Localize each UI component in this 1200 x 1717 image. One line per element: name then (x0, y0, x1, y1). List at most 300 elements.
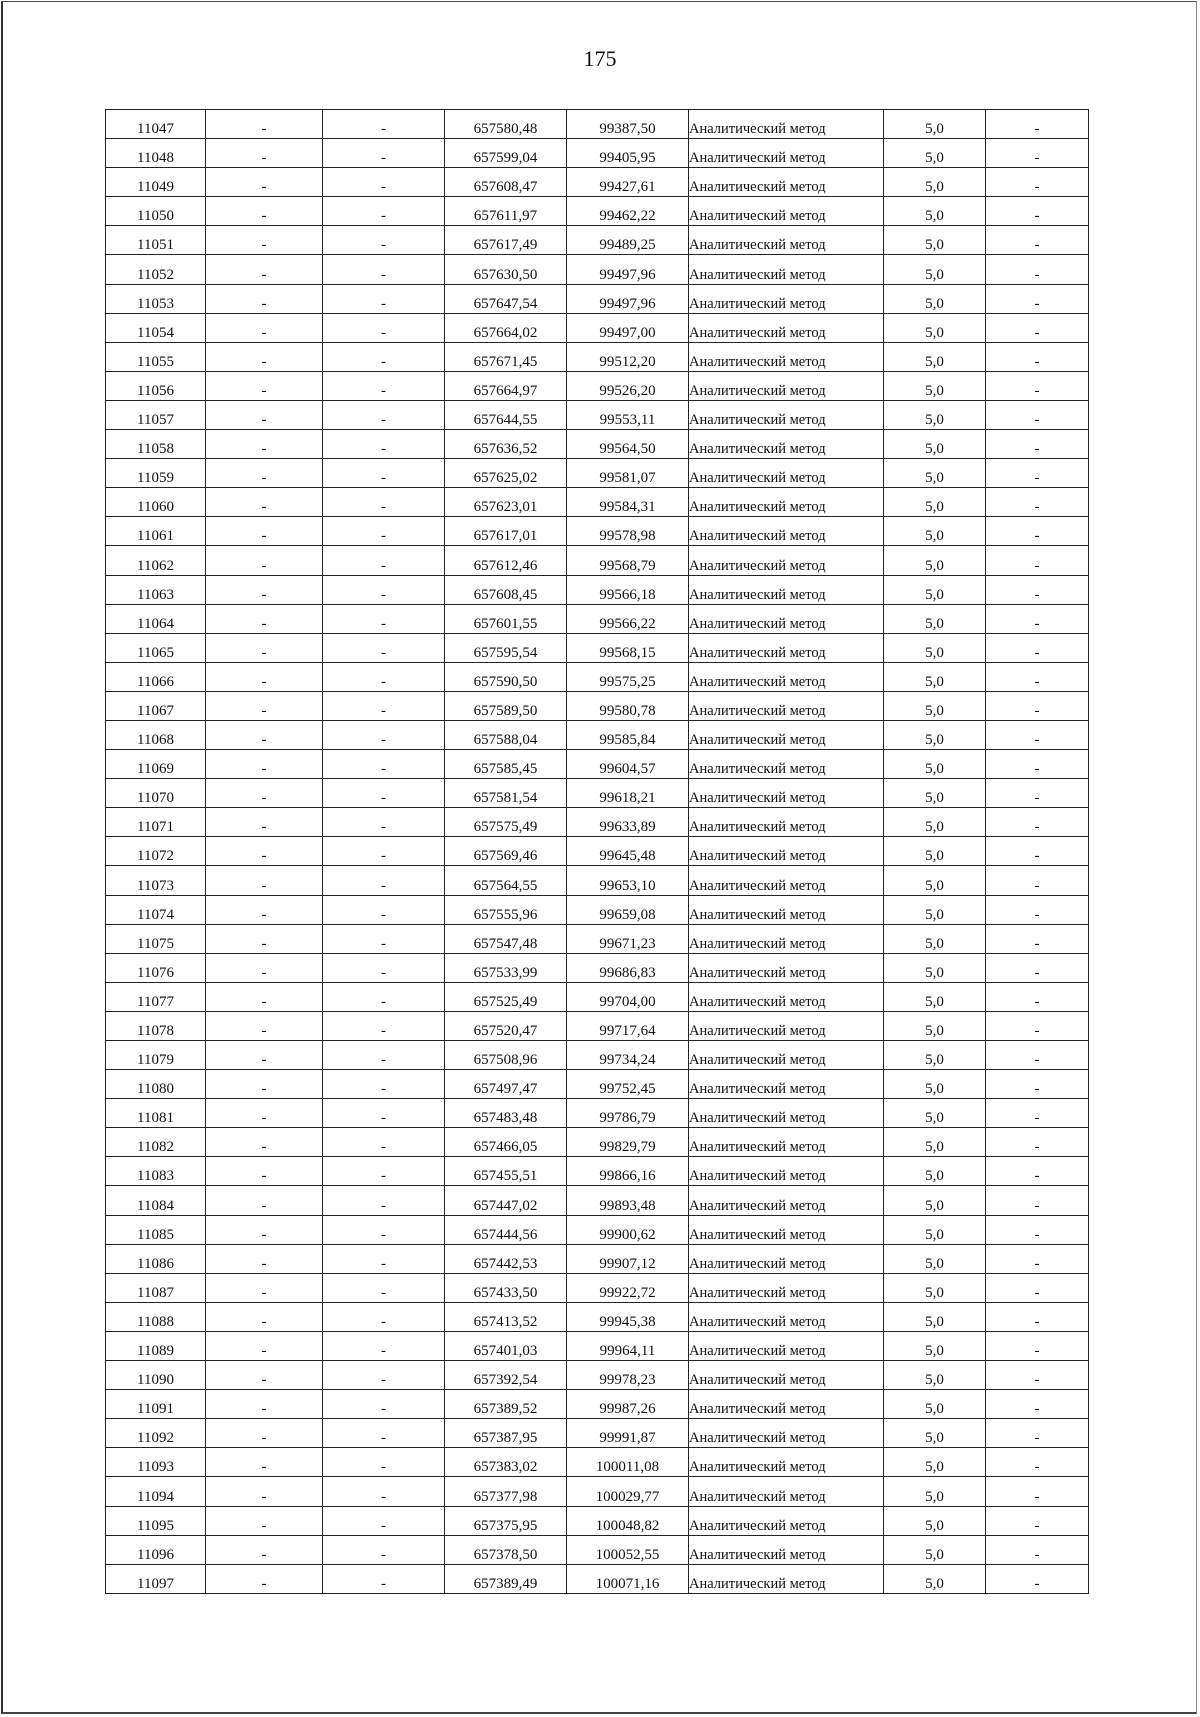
point-number-cell: 11095 (106, 1506, 206, 1535)
x-coordinate-cell: 657623,01 (445, 488, 567, 517)
dash-cell: - (206, 313, 323, 342)
dash-cell: - (206, 430, 323, 459)
table-row (106, 1273, 1089, 1302)
y-coordinate-cell: 99645,48 (567, 837, 689, 866)
dash-cell: - (323, 400, 445, 429)
dash-cell: - (206, 400, 323, 429)
x-coordinate-cell: 657555,96 (445, 895, 567, 924)
dash-cell: - (986, 255, 1089, 284)
y-coordinate-cell: 100071,16 (567, 1564, 689, 1593)
dash-cell: - (206, 517, 323, 546)
dash-cell: - (986, 226, 1089, 255)
dash-cell: - (323, 371, 445, 400)
x-coordinate-cell: 657383,02 (445, 1448, 567, 1477)
y-coordinate-cell: 99568,15 (567, 633, 689, 662)
x-coordinate-cell: 657647,54 (445, 284, 567, 313)
dash-cell: - (986, 1041, 1089, 1070)
x-coordinate-cell: 657589,50 (445, 691, 567, 720)
y-coordinate-cell: 99752,45 (567, 1070, 689, 1099)
dash-cell: - (323, 1041, 445, 1070)
method-cell: Аналитический метод (689, 546, 884, 575)
method-cell: Аналитический метод (689, 1215, 884, 1244)
method-cell: Аналитический метод (689, 750, 884, 779)
table-row (106, 517, 1089, 546)
table-row (106, 1011, 1089, 1040)
accuracy-cell: 5,0 (884, 604, 986, 633)
point-number-cell: 11065 (106, 633, 206, 662)
y-coordinate-cell: 99964,11 (567, 1331, 689, 1360)
accuracy-cell: 5,0 (884, 720, 986, 749)
dash-cell: - (206, 139, 323, 168)
y-coordinate-cell: 99497,96 (567, 284, 689, 313)
method-cell: Аналитический метод (689, 1041, 884, 1070)
method-cell: Аналитический метод (689, 1419, 884, 1448)
x-coordinate-cell: 657575,49 (445, 808, 567, 837)
y-coordinate-cell: 99387,50 (567, 110, 689, 139)
x-coordinate-cell: 657608,45 (445, 575, 567, 604)
point-number-cell: 11093 (106, 1448, 206, 1477)
table-row (106, 1331, 1089, 1360)
table-row (106, 1041, 1089, 1070)
y-coordinate-cell: 99512,20 (567, 342, 689, 371)
dash-cell: - (323, 1157, 445, 1186)
accuracy-cell: 5,0 (884, 284, 986, 313)
table-row (106, 924, 1089, 953)
dash-cell: - (323, 1128, 445, 1157)
method-cell: Аналитический метод (689, 1535, 884, 1564)
y-coordinate-cell: 99866,16 (567, 1157, 689, 1186)
accuracy-cell: 5,0 (884, 342, 986, 371)
x-coordinate-cell: 657611,97 (445, 197, 567, 226)
dash-cell: - (986, 342, 1089, 371)
y-coordinate-cell: 99581,07 (567, 459, 689, 488)
dash-cell: - (206, 1419, 323, 1448)
x-coordinate-cell: 657617,49 (445, 226, 567, 255)
dash-cell: - (986, 197, 1089, 226)
dash-cell: - (323, 430, 445, 459)
dash-cell: - (206, 895, 323, 924)
point-number-cell: 11050 (106, 197, 206, 226)
x-coordinate-cell: 657569,46 (445, 837, 567, 866)
x-coordinate-cell: 657378,50 (445, 1535, 567, 1564)
accuracy-cell: 5,0 (884, 371, 986, 400)
method-cell: Аналитический метод (689, 371, 884, 400)
accuracy-cell: 5,0 (884, 488, 986, 517)
page-number: 175 (583, 46, 617, 71)
method-cell: Аналитический метод (689, 1099, 884, 1128)
dash-cell: - (206, 953, 323, 982)
accuracy-cell: 5,0 (884, 430, 986, 459)
y-coordinate-cell: 99900,62 (567, 1215, 689, 1244)
y-coordinate-cell: 99553,11 (567, 400, 689, 429)
dash-cell: - (986, 662, 1089, 691)
dash-cell: - (323, 1215, 445, 1244)
table-row (106, 1361, 1089, 1390)
x-coordinate-cell: 657585,45 (445, 750, 567, 779)
table-row (106, 255, 1089, 284)
y-coordinate-cell: 99671,23 (567, 924, 689, 953)
point-number-cell: 11067 (106, 691, 206, 720)
x-coordinate-cell: 657413,52 (445, 1302, 567, 1331)
dash-cell: - (206, 1215, 323, 1244)
accuracy-cell: 5,0 (884, 110, 986, 139)
dash-cell: - (206, 1390, 323, 1419)
dash-cell: - (986, 779, 1089, 808)
dash-cell: - (323, 808, 445, 837)
table-row (106, 633, 1089, 662)
x-coordinate-cell: 657601,55 (445, 604, 567, 633)
dash-cell: - (986, 837, 1089, 866)
accuracy-cell: 5,0 (884, 1273, 986, 1302)
point-number-cell: 11087 (106, 1273, 206, 1302)
x-coordinate-cell: 657444,56 (445, 1215, 567, 1244)
dash-cell: - (206, 342, 323, 371)
method-cell: Аналитический метод (689, 1361, 884, 1390)
y-coordinate-cell: 99653,10 (567, 866, 689, 895)
dash-cell: - (323, 982, 445, 1011)
dash-cell: - (323, 1011, 445, 1040)
method-cell: Аналитический метод (689, 953, 884, 982)
accuracy-cell: 5,0 (884, 1128, 986, 1157)
dash-cell: - (323, 575, 445, 604)
dash-cell: - (323, 1477, 445, 1506)
x-coordinate-cell: 657455,51 (445, 1157, 567, 1186)
point-number-cell: 11075 (106, 924, 206, 953)
method-cell: Аналитический метод (689, 720, 884, 749)
y-coordinate-cell: 99568,79 (567, 546, 689, 575)
dash-cell: - (323, 1564, 445, 1593)
method-cell: Аналитический метод (689, 1564, 884, 1593)
y-coordinate-cell: 99585,84 (567, 720, 689, 749)
dash-cell: - (986, 1506, 1089, 1535)
dash-cell: - (986, 1215, 1089, 1244)
y-coordinate-cell: 100048,82 (567, 1506, 689, 1535)
dash-cell: - (206, 459, 323, 488)
dash-cell: - (323, 633, 445, 662)
accuracy-cell: 5,0 (884, 168, 986, 197)
table-row (106, 662, 1089, 691)
method-cell: Аналитический метод (689, 1186, 884, 1215)
table-row (106, 1535, 1089, 1564)
x-coordinate-cell: 657520,47 (445, 1011, 567, 1040)
dash-cell: - (206, 662, 323, 691)
dash-cell: - (986, 633, 1089, 662)
point-number-cell: 11080 (106, 1070, 206, 1099)
accuracy-cell: 5,0 (884, 982, 986, 1011)
table-row (106, 1070, 1089, 1099)
accuracy-cell: 5,0 (884, 1215, 986, 1244)
dash-cell: - (206, 1331, 323, 1360)
x-coordinate-cell: 657636,52 (445, 430, 567, 459)
dash-cell: - (323, 1099, 445, 1128)
dash-cell: - (323, 1244, 445, 1273)
dash-cell: - (323, 1273, 445, 1302)
point-number-cell: 11083 (106, 1157, 206, 1186)
dash-cell: - (206, 255, 323, 284)
method-cell: Аналитический метод (689, 575, 884, 604)
accuracy-cell: 5,0 (884, 1419, 986, 1448)
y-coordinate-cell: 99462,22 (567, 197, 689, 226)
y-coordinate-cell: 99405,95 (567, 139, 689, 168)
method-cell: Аналитический метод (689, 400, 884, 429)
dash-cell: - (986, 750, 1089, 779)
dash-cell: - (986, 1011, 1089, 1040)
dash-cell: - (206, 1273, 323, 1302)
y-coordinate-cell: 99497,00 (567, 313, 689, 342)
accuracy-cell: 5,0 (884, 779, 986, 808)
point-number-cell: 11097 (106, 1564, 206, 1593)
dash-cell: - (986, 1157, 1089, 1186)
table-row (106, 546, 1089, 575)
y-coordinate-cell: 99991,87 (567, 1419, 689, 1448)
point-number-cell: 11092 (106, 1419, 206, 1448)
table-row (106, 1419, 1089, 1448)
dash-cell: - (206, 779, 323, 808)
dash-cell: - (206, 691, 323, 720)
x-coordinate-cell: 657377,98 (445, 1477, 567, 1506)
dash-cell: - (986, 1535, 1089, 1564)
dash-cell: - (206, 284, 323, 313)
method-cell: Аналитический метод (689, 110, 884, 139)
accuracy-cell: 5,0 (884, 197, 986, 226)
table-row (106, 575, 1089, 604)
accuracy-cell: 5,0 (884, 1564, 986, 1593)
table-row (106, 284, 1089, 313)
method-cell: Аналитический метод (689, 1331, 884, 1360)
dash-cell: - (206, 750, 323, 779)
dash-cell: - (323, 255, 445, 284)
dash-cell: - (986, 1564, 1089, 1593)
dash-cell: - (206, 1535, 323, 1564)
point-number-cell: 11068 (106, 720, 206, 749)
table-row (106, 197, 1089, 226)
table-row (106, 110, 1089, 139)
dash-cell: - (206, 1244, 323, 1273)
table-row (106, 400, 1089, 429)
method-cell: Аналитический метод (689, 691, 884, 720)
y-coordinate-cell: 99604,57 (567, 750, 689, 779)
table-row (106, 1390, 1089, 1419)
x-coordinate-cell: 657389,49 (445, 1564, 567, 1593)
y-coordinate-cell: 100052,55 (567, 1535, 689, 1564)
x-coordinate-cell: 657447,02 (445, 1186, 567, 1215)
y-coordinate-cell: 99987,26 (567, 1390, 689, 1419)
method-cell: Аналитический метод (689, 459, 884, 488)
dash-cell: - (206, 1361, 323, 1390)
point-number-cell: 11094 (106, 1477, 206, 1506)
table-row (106, 1448, 1089, 1477)
dash-cell: - (323, 226, 445, 255)
x-coordinate-cell: 657599,04 (445, 139, 567, 168)
table-row (106, 139, 1089, 168)
accuracy-cell: 5,0 (884, 1011, 986, 1040)
accuracy-cell: 5,0 (884, 313, 986, 342)
dash-cell: - (323, 866, 445, 895)
dash-cell: - (986, 459, 1089, 488)
point-number-cell: 11066 (106, 662, 206, 691)
dash-cell: - (323, 895, 445, 924)
accuracy-cell: 5,0 (884, 139, 986, 168)
y-coordinate-cell: 99945,38 (567, 1302, 689, 1331)
point-number-cell: 11074 (106, 895, 206, 924)
dash-cell: - (206, 1506, 323, 1535)
method-cell: Аналитический метод (689, 924, 884, 953)
dash-cell: - (206, 604, 323, 633)
point-number-cell: 11088 (106, 1302, 206, 1331)
dash-cell: - (986, 313, 1089, 342)
point-number-cell: 11048 (106, 139, 206, 168)
dash-cell: - (986, 371, 1089, 400)
dash-cell: - (986, 808, 1089, 837)
dash-cell: - (323, 313, 445, 342)
dash-cell: - (323, 1302, 445, 1331)
accuracy-cell: 5,0 (884, 1506, 986, 1535)
accuracy-cell: 5,0 (884, 517, 986, 546)
point-number-cell: 11059 (106, 459, 206, 488)
x-coordinate-cell: 657508,96 (445, 1041, 567, 1070)
y-coordinate-cell: 99978,23 (567, 1361, 689, 1390)
y-coordinate-cell: 99566,22 (567, 604, 689, 633)
y-coordinate-cell: 99566,18 (567, 575, 689, 604)
dash-cell: - (206, 1186, 323, 1215)
accuracy-cell: 5,0 (884, 400, 986, 429)
dash-cell: - (206, 575, 323, 604)
method-cell: Аналитический метод (689, 226, 884, 255)
method-cell: Аналитический метод (689, 837, 884, 866)
dash-cell: - (323, 750, 445, 779)
dash-cell: - (323, 837, 445, 866)
point-number-cell: 11063 (106, 575, 206, 604)
dash-cell: - (206, 1157, 323, 1186)
x-coordinate-cell: 657483,48 (445, 1099, 567, 1128)
point-number-cell: 11051 (106, 226, 206, 255)
dash-cell: - (206, 371, 323, 400)
method-cell: Аналитический метод (689, 895, 884, 924)
dash-cell: - (986, 1419, 1089, 1448)
dash-cell: - (986, 546, 1089, 575)
method-cell: Аналитический метод (689, 1448, 884, 1477)
method-cell: Аналитический метод (689, 197, 884, 226)
table-row (106, 371, 1089, 400)
method-cell: Аналитический метод (689, 866, 884, 895)
x-coordinate-cell: 657590,50 (445, 662, 567, 691)
accuracy-cell: 5,0 (884, 1186, 986, 1215)
table-row (106, 1186, 1089, 1215)
y-coordinate-cell: 99618,21 (567, 779, 689, 808)
dash-cell: - (323, 1419, 445, 1448)
dash-cell: - (986, 1331, 1089, 1360)
y-coordinate-cell: 99786,79 (567, 1099, 689, 1128)
point-number-cell: 11078 (106, 1011, 206, 1040)
dash-cell: - (986, 284, 1089, 313)
x-coordinate-cell: 657387,95 (445, 1419, 567, 1448)
table-row (106, 720, 1089, 749)
point-number-cell: 11090 (106, 1361, 206, 1390)
x-coordinate-cell: 657630,50 (445, 255, 567, 284)
x-coordinate-cell: 657664,97 (445, 371, 567, 400)
x-coordinate-cell: 657525,49 (445, 982, 567, 1011)
table-row (106, 1128, 1089, 1157)
dash-cell: - (206, 1070, 323, 1099)
accuracy-cell: 5,0 (884, 1157, 986, 1186)
x-coordinate-cell: 657644,55 (445, 400, 567, 429)
dash-cell: - (986, 1099, 1089, 1128)
accuracy-cell: 5,0 (884, 750, 986, 779)
method-cell: Аналитический метод (689, 342, 884, 371)
dash-cell: - (986, 1390, 1089, 1419)
accuracy-cell: 5,0 (884, 1361, 986, 1390)
dash-cell: - (323, 1331, 445, 1360)
x-coordinate-cell: 657612,46 (445, 546, 567, 575)
table-row (106, 604, 1089, 633)
x-coordinate-cell: 657581,54 (445, 779, 567, 808)
point-number-cell: 11084 (106, 1186, 206, 1215)
point-number-cell: 11049 (106, 168, 206, 197)
dash-cell: - (206, 197, 323, 226)
method-cell: Аналитический метод (689, 1011, 884, 1040)
y-coordinate-cell: 99922,72 (567, 1273, 689, 1302)
y-coordinate-cell: 99578,98 (567, 517, 689, 546)
table-row (106, 168, 1089, 197)
table-row (106, 779, 1089, 808)
table-row (106, 982, 1089, 1011)
dash-cell: - (206, 837, 323, 866)
dash-cell: - (323, 662, 445, 691)
dash-cell: - (323, 139, 445, 168)
point-number-cell: 11062 (106, 546, 206, 575)
y-coordinate-cell: 99584,31 (567, 488, 689, 517)
table-row (106, 342, 1089, 371)
y-coordinate-cell: 100011,08 (567, 1448, 689, 1477)
point-number-cell: 11071 (106, 808, 206, 837)
dash-cell: - (323, 1186, 445, 1215)
dash-cell: - (986, 953, 1089, 982)
method-cell: Аналитический метод (689, 1506, 884, 1535)
accuracy-cell: 5,0 (884, 691, 986, 720)
y-coordinate-cell: 99564,50 (567, 430, 689, 459)
method-cell: Аналитический метод (689, 1390, 884, 1419)
method-cell: Аналитический метод (689, 1477, 884, 1506)
accuracy-cell: 5,0 (884, 924, 986, 953)
accuracy-cell: 5,0 (884, 255, 986, 284)
accuracy-cell: 5,0 (884, 895, 986, 924)
x-coordinate-cell: 657625,02 (445, 459, 567, 488)
dash-cell: - (323, 1506, 445, 1535)
x-coordinate-cell: 657497,47 (445, 1070, 567, 1099)
dash-cell: - (206, 1011, 323, 1040)
point-number-cell: 11089 (106, 1331, 206, 1360)
method-cell: Аналитический метод (689, 284, 884, 313)
dash-cell: - (323, 284, 445, 313)
table-row (106, 808, 1089, 837)
dash-cell: - (323, 691, 445, 720)
method-cell: Аналитический метод (689, 430, 884, 459)
x-coordinate-cell: 657392,54 (445, 1361, 567, 1390)
table-row (106, 866, 1089, 895)
dash-cell: - (323, 517, 445, 546)
method-cell: Аналитический метод (689, 1128, 884, 1157)
method-cell: Аналитический метод (689, 604, 884, 633)
x-coordinate-cell: 657580,48 (445, 110, 567, 139)
accuracy-cell: 5,0 (884, 1331, 986, 1360)
method-cell: Аналитический метод (689, 633, 884, 662)
table-row (106, 313, 1089, 342)
accuracy-cell: 5,0 (884, 226, 986, 255)
dash-cell: - (323, 546, 445, 575)
table-row (106, 1215, 1089, 1244)
dash-cell: - (986, 1477, 1089, 1506)
dash-cell: - (206, 110, 323, 139)
